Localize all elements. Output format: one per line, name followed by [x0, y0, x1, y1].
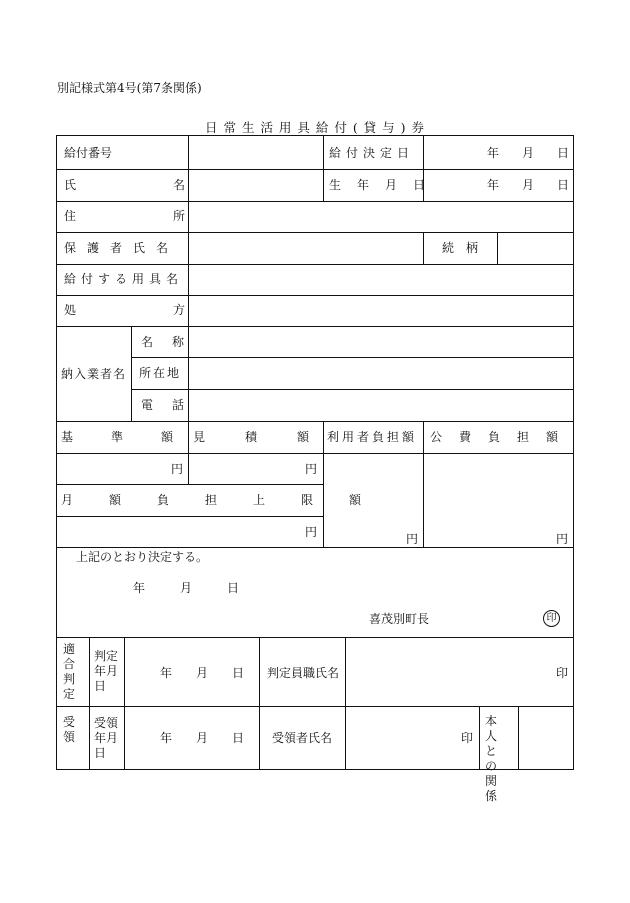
kohi-futan-label: 公費負担額	[430, 430, 576, 444]
kyufu-bango-field[interactable]	[188, 136, 323, 169]
zokugara-field[interactable]	[497, 233, 573, 264]
zokugara-label: 続柄	[442, 241, 491, 255]
hantei-in-field[interactable]	[345, 638, 573, 706]
hantei-in-label: 判定員職氏名	[267, 666, 340, 680]
seinengappi-label: 生年月日	[329, 178, 442, 192]
shoho-label: 処方	[64, 303, 283, 317]
shozaichi-label: 所在地	[139, 366, 182, 380]
kijun-gaku-label: 基準額	[61, 430, 212, 444]
form-reference: 別記様式第4号(第7条関係)	[57, 81, 202, 95]
shoho-field[interactable]	[188, 296, 573, 326]
kohi-futan-yen: 円	[556, 532, 569, 546]
birth-day-label: 日	[557, 178, 570, 192]
meisho-label: 名称	[141, 335, 204, 349]
tekigo-hantei-label: 適合判定	[63, 642, 76, 701]
kijun-gaku-yen: 円	[171, 462, 184, 476]
hantei-day-label: 日	[232, 666, 245, 680]
kyufu-kettei-bi-label: 給付決定日	[329, 146, 415, 160]
jusho-label: 住所	[64, 209, 283, 223]
kettei-day-label: 日	[557, 146, 570, 160]
yogu-mei-label: 給付する用具名	[64, 272, 184, 286]
decision-month-label: 月	[180, 581, 193, 595]
denwa-field[interactable]	[188, 390, 573, 421]
jusho-field[interactable]	[188, 202, 573, 232]
juryo-day-label: 日	[232, 731, 245, 745]
getsugaku-jogen-label: 月額負担上限額	[61, 493, 398, 507]
juryo-nengappi-label: 受領年月日	[94, 716, 119, 760]
official-seal-icon: 印	[543, 610, 560, 627]
juryosha-field[interactable]	[345, 707, 479, 769]
honnin-kankei-label: 本人との関係	[485, 714, 502, 803]
hantei-nengappi-label: 判定年月日	[94, 649, 119, 693]
birth-month-label: 月	[522, 178, 535, 192]
shimei-label: 氏名	[64, 178, 283, 192]
kettei-month-label: 月	[522, 146, 535, 160]
decision-day-label: 日	[227, 581, 240, 595]
juryosha-seal: 印	[461, 731, 474, 745]
juryosha-label: 受領者氏名	[272, 731, 333, 745]
riyosha-futan-label: 利用者負担額	[327, 430, 418, 444]
yogu-mei-field[interactable]	[188, 265, 573, 295]
honnin-kankei-field[interactable]	[518, 707, 573, 769]
hogosha-shimei-field[interactable]	[188, 233, 423, 264]
mitsumori-gaku-yen: 円	[305, 462, 318, 476]
nonyu-gyosha-label: 納入業者名	[61, 367, 127, 381]
decision-statement: 上記のとおり決定する。	[76, 550, 209, 564]
decision-year-label: 年	[133, 581, 146, 595]
hantei-month-label: 月	[196, 666, 209, 680]
juryo-month-label: 月	[196, 731, 209, 745]
hogosha-shimei-label: 保護者氏名	[64, 241, 180, 255]
juryo-label: 受領	[63, 715, 76, 744]
juryo-year-label: 年	[160, 731, 173, 745]
shozaichi-field[interactable]	[188, 358, 573, 389]
form-title: 日 常 生 活 用 具 給 付 ( 貸 与 ) 券	[205, 120, 425, 135]
meisho-field[interactable]	[188, 327, 573, 357]
kettei-year-label: 年	[487, 146, 500, 160]
riyosha-futan-yen: 円	[406, 532, 419, 546]
kyufu-bango-label: 給付番号	[64, 146, 113, 160]
hantei-year-label: 年	[160, 666, 173, 680]
issuer-name: 喜茂別町長	[369, 612, 430, 626]
denwa-label: 電話	[141, 398, 204, 412]
mitsumori-gaku-label: 見積額	[193, 430, 350, 444]
birth-year-label: 年	[487, 178, 500, 192]
getsugaku-jogen-yen: 円	[305, 525, 318, 539]
hantei-in-seal: 印	[556, 666, 569, 680]
shimei-field[interactable]	[188, 170, 323, 201]
